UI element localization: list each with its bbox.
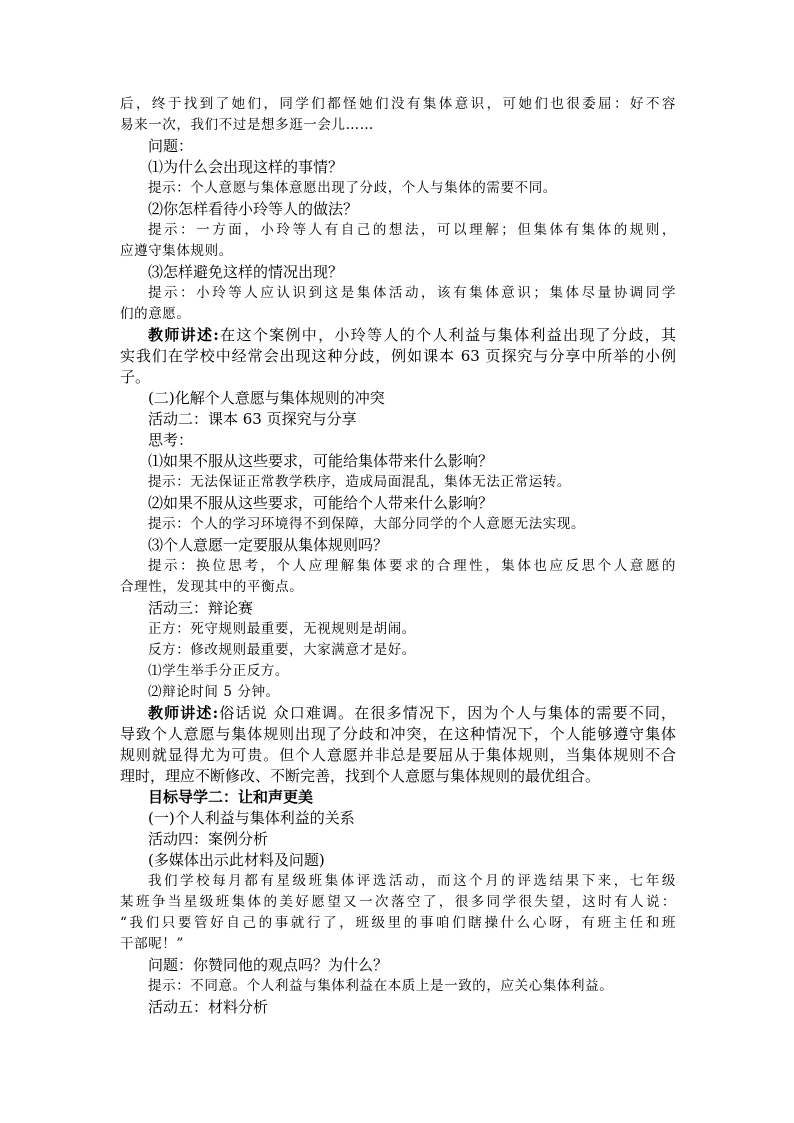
line-text: (一)个人利益与集体利益的关系 <box>148 809 355 827</box>
paragraph-line <box>120 787 676 808</box>
paragraph-line <box>120 997 676 1018</box>
line-text: 提示：个人的学习环境得不到保障，大部分同学的个人意愿无法实现。 <box>148 516 586 532</box>
paragraph-line <box>120 766 676 787</box>
line-text: 我们学校每月都有星级班集体评选活动，而这个月的评选结果下来，七年级 <box>148 873 676 889</box>
paragraph-line <box>120 157 676 178</box>
line-text: 后，终于找到了她们，同学们都怪她们没有集体意识，可她们也很委屈：好不容 <box>120 96 676 112</box>
line-text: ⑶怎样避免这样的情况出现？ <box>148 263 344 281</box>
paragraph-line <box>120 472 676 493</box>
line-text: ⑵辩论时间 5 分钟。 <box>148 684 280 700</box>
line-text: 规则就显得尤为可贵。但个人意愿并非总是要屈从于集体规则，当集体规则不合 <box>120 746 676 764</box>
line-text: 在这个案例中，小玲等人的个人利益与集体利益出现了分歧，其 <box>218 326 676 344</box>
paragraph-line <box>120 493 676 514</box>
line-text: 思考： <box>148 431 194 449</box>
line-text: 问题：你赞同他的观点吗？为什么？ <box>148 956 389 974</box>
line-text: 目标导学二：让和声更美 <box>148 788 314 806</box>
paragraph-line <box>120 94 676 115</box>
line-text: 活动四：案例分析 <box>148 830 269 848</box>
document-page <box>120 94 676 1018</box>
paragraph-line <box>120 829 676 850</box>
line-text: (二)化解个人意愿与集体规则的冲突 <box>148 389 385 407</box>
paragraph-line <box>120 598 676 619</box>
paragraph-line <box>120 934 676 955</box>
line-text: 提示：个人意愿与集体意愿出现了分歧，个人与集体的需要不同。 <box>148 180 557 196</box>
paragraph-line <box>120 556 676 577</box>
line-text: ⑵如果不服从这些要求，可能给个人带来什么影响？ <box>148 494 494 512</box>
paragraph-line <box>120 808 676 829</box>
line-text: 活动五：材料分析 <box>148 998 269 1016</box>
line-text: ⑴学生举手分正反方。 <box>148 663 289 679</box>
paragraph-line <box>120 136 676 157</box>
paragraph-line <box>120 115 676 136</box>
teacher-label: 教师讲述: <box>148 704 219 722</box>
line-text: 活动三：辩论赛 <box>148 599 254 617</box>
line-text: 理时，理应不断修改、不断完善，找到个人意愿与集体规则的最优组合。 <box>120 767 601 785</box>
paragraph-line <box>120 367 676 388</box>
line-text: 子。 <box>120 368 151 386</box>
paragraph-line <box>120 892 676 913</box>
line-text: 们的意愿。 <box>120 306 191 322</box>
teacher-label: 教师讲述: <box>148 326 219 344</box>
paragraph-line <box>120 346 676 367</box>
paragraph-line <box>120 325 676 346</box>
paragraph-line <box>120 199 676 220</box>
paragraph-line <box>120 514 676 535</box>
paragraph-line <box>120 241 676 262</box>
line-text: 提示：不同意。个人利益与集体利益在本质上是一致的，应关心集体利益。 <box>148 978 614 994</box>
paragraph-line <box>120 577 676 598</box>
paragraph-line <box>120 619 676 640</box>
line-text: 实我们在学校中经常会出现这种分歧，例如课本 63 页探究与分享中所举的小例 <box>120 347 676 365</box>
line-text: 提示：换位思考，个人应理解集体要求的合理性，集体也应反思个人意愿的 <box>148 558 676 574</box>
line-text: ⑴如果不服从这些要求，可能给集体带来什么影响？ <box>148 452 494 470</box>
paragraph-line <box>120 388 676 409</box>
paragraph-line <box>120 409 676 430</box>
line-text: 干部呢！” <box>120 936 184 952</box>
line-text: 易来一次，我们不过是想多逛一会儿…… <box>120 117 374 133</box>
line-text: 导致个人意愿与集体规则出现了分歧和冲突，在这种情况下，个人能够遵守集体 <box>120 725 676 743</box>
paragraph-line <box>120 850 676 871</box>
paragraph-line <box>120 220 676 241</box>
line-text: 问题： <box>148 137 194 155</box>
line-text: 正方：死守规则最重要，无视规则是胡闹。 <box>148 621 416 637</box>
line-text: 提示：无法保证正常教学秩序，造成局面混乱，集体无法正常运转。 <box>148 474 571 490</box>
paragraph-line <box>120 661 676 682</box>
paragraph-line <box>120 283 676 304</box>
paragraph-line <box>120 535 676 556</box>
paragraph-line <box>120 451 676 472</box>
paragraph-line <box>120 913 676 934</box>
paragraph-line <box>120 955 676 976</box>
paragraph-line <box>120 304 676 325</box>
paragraph-line <box>120 724 676 745</box>
line-text: 提示：一方面，小玲等人有自己的想法，可以理解；但集体有集体的规则， <box>148 222 676 238</box>
line-text: ⑴为什么会出现这样的事情？ <box>148 158 344 176</box>
paragraph-line <box>120 976 676 997</box>
line-text: ⑵你怎样看待小玲等人的做法？ <box>148 200 359 218</box>
line-text: 应遵守集体规则。 <box>120 243 233 259</box>
line-text: 合理性，发现其中的平衡点。 <box>120 579 304 595</box>
paragraph-line <box>120 262 676 283</box>
paragraph-line <box>120 178 676 199</box>
line-text: “我们只要管好自己的事就行了，班级里的事咱们瞎操什么心呀，有班主任和班 <box>120 915 676 931</box>
paragraph-line <box>120 745 676 766</box>
line-text: (多媒体出示此材料及问题) <box>148 851 325 869</box>
line-text: 俗话说 众口难调。在很多情况下，因为个人与集体的需要不同， <box>218 704 676 722</box>
line-text: 反方：修改规则最重要，大家满意才是好。 <box>148 642 416 658</box>
paragraph-line <box>120 703 676 724</box>
line-text: ⑶个人意愿一定要服从集体规则吗？ <box>148 536 389 554</box>
paragraph-line <box>120 640 676 661</box>
paragraph-line <box>120 682 676 703</box>
paragraph-line <box>120 430 676 451</box>
line-text: 提示：小玲等人应认识到这是集体活动，该有集体意识；集体尽量协调同学 <box>148 285 676 301</box>
line-text: 某班争当星级班集体的美好愿望又一次落空了，很多同学很失望，这时有人说： <box>120 894 676 910</box>
paragraph-line <box>120 871 676 892</box>
line-text: 活动二：课本 63 页探究与分享 <box>148 410 357 428</box>
